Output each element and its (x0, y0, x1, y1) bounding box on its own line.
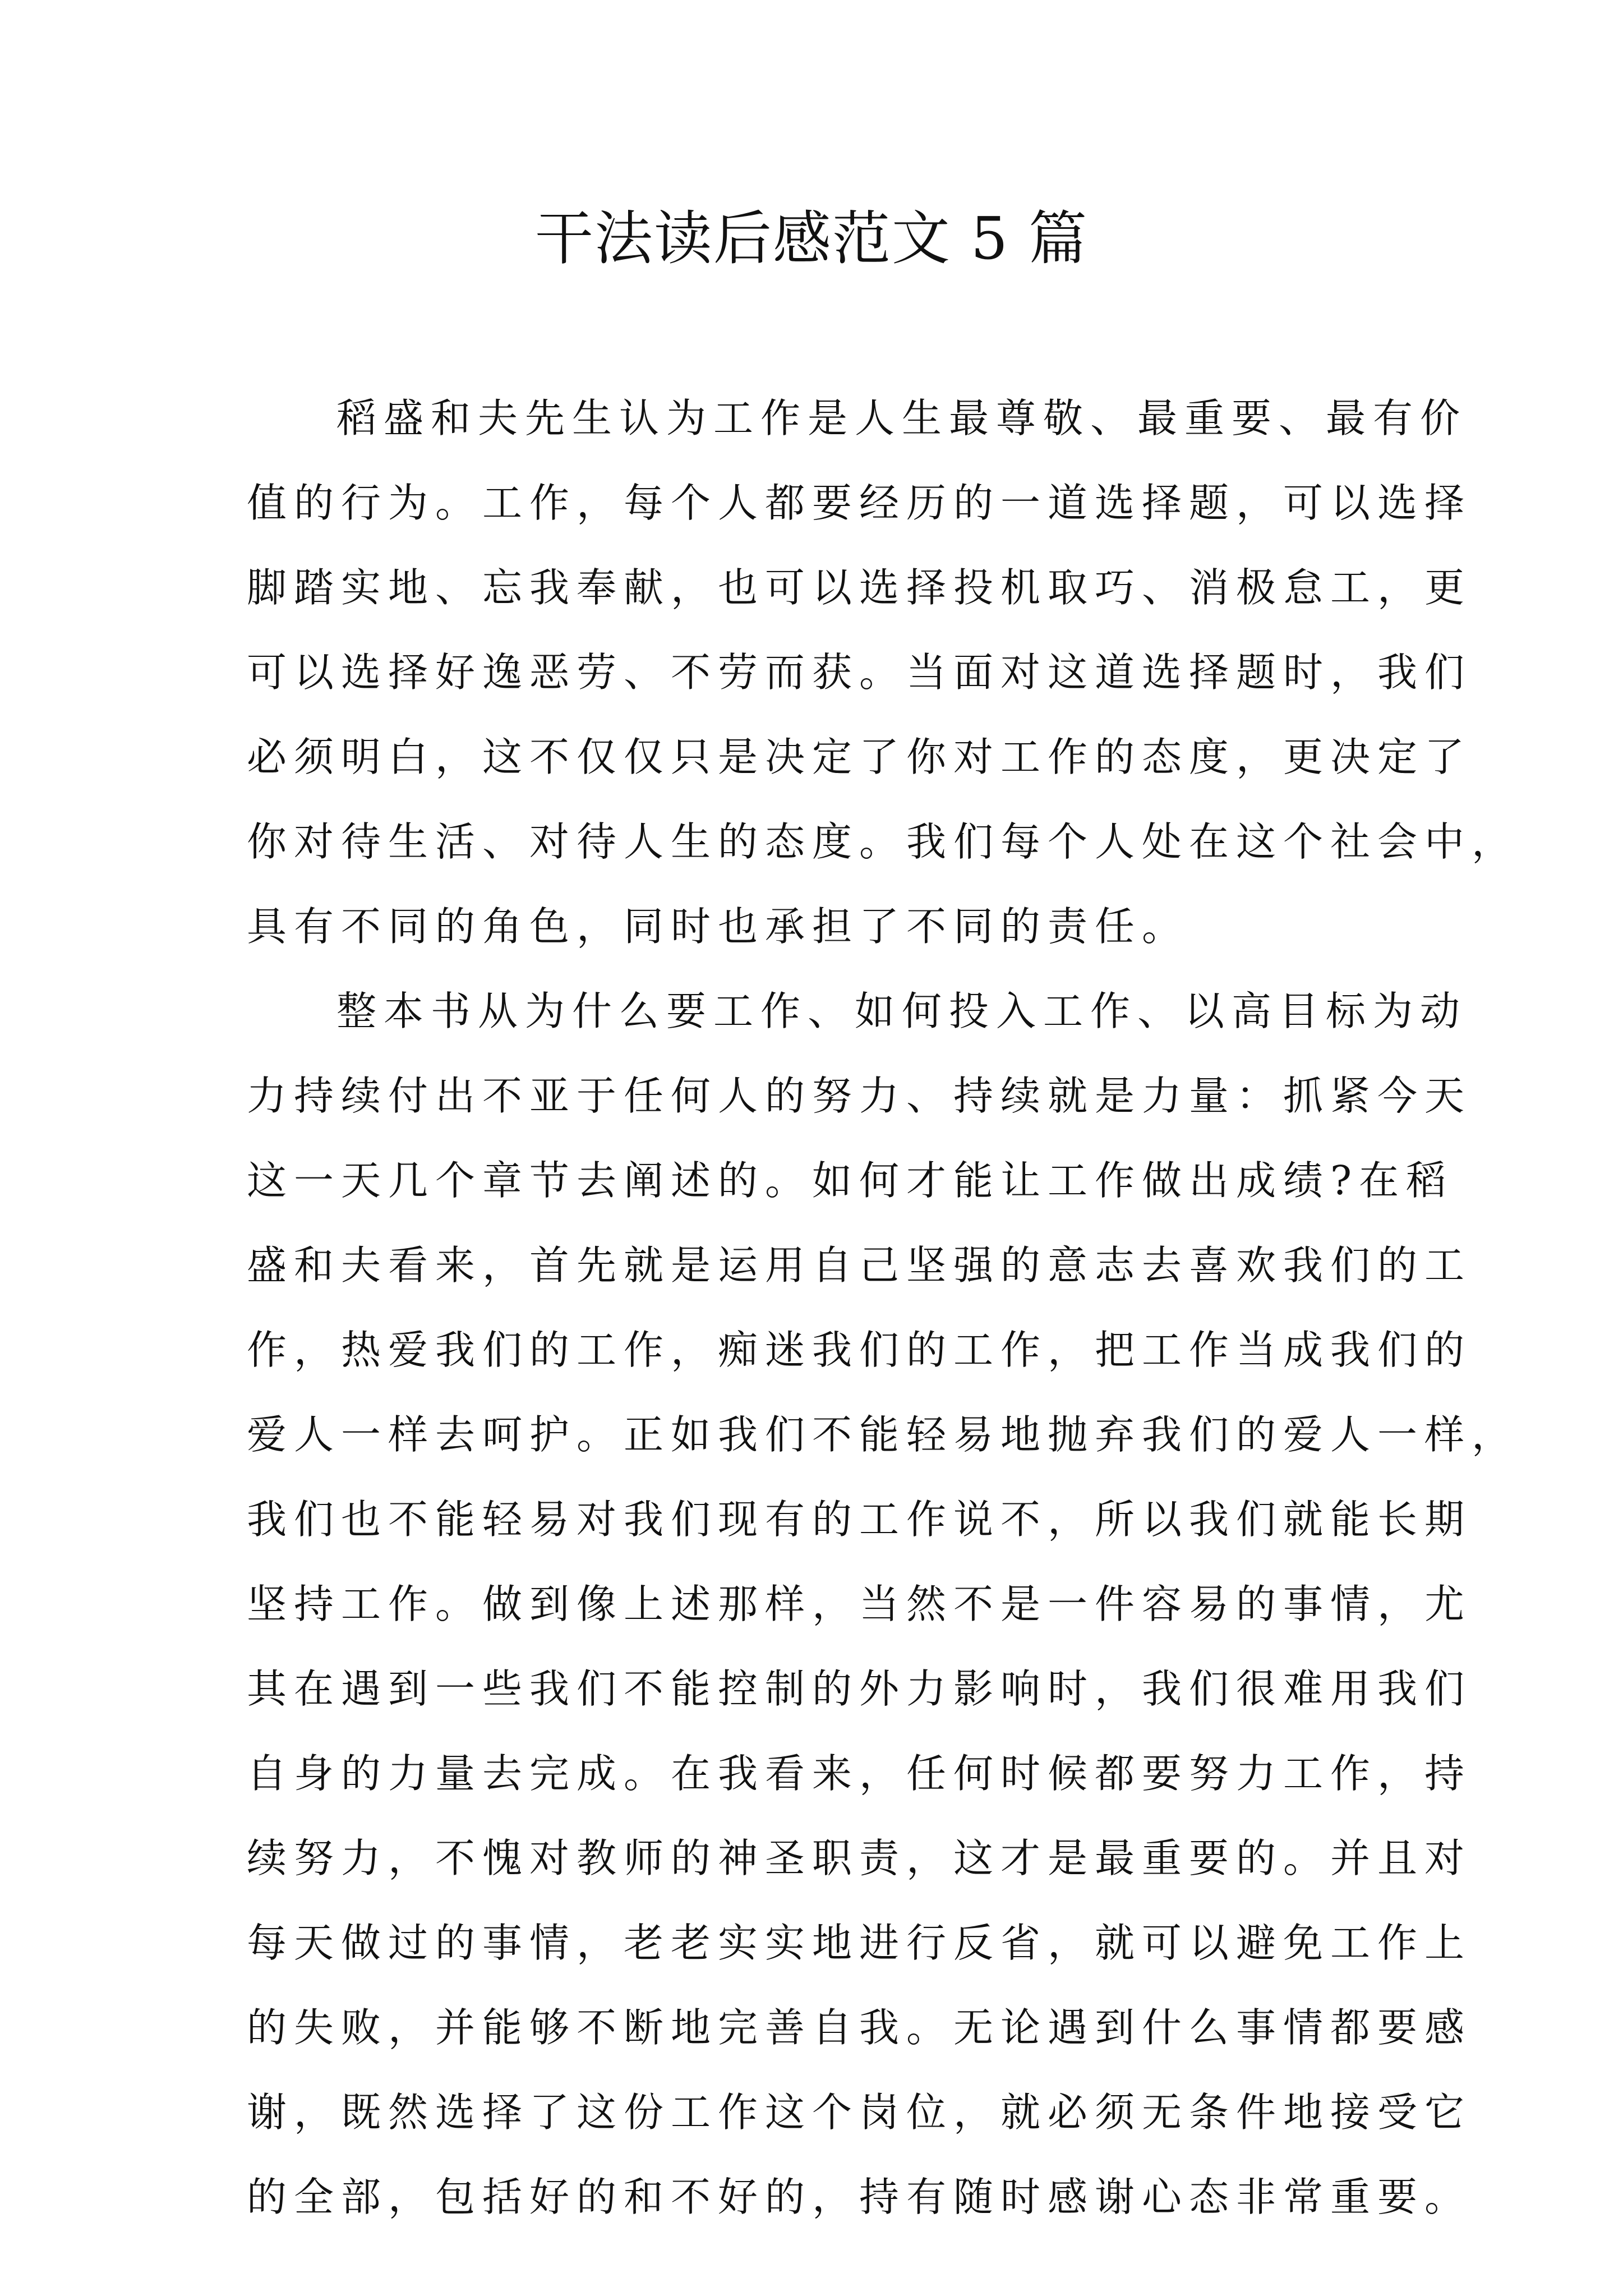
text-line: 具有不同的角色，同时也承担了不同的责任。 (247, 903, 1189, 950)
text-line: 可以选择好逸恶劳、不劳而获。当面对这道选择题时，我们 (247, 649, 1472, 696)
text-line: 自身的力量去完成。在我看来，任何时候都要努力工作，持 (247, 1750, 1472, 1797)
text-line: 作，热爱我们的工作，痴迷我们的工作，把工作当成我们的 (247, 1327, 1472, 1373)
text-line: 稻盛和夫先生认为工作是人生最尊敬、最重要、最有价 (336, 395, 1468, 441)
document-title: 干法读后感范文 5 篇 (534, 204, 1089, 273)
text-line: 值的行为。工作，每个人都要经历的一道选择题，可以选择 (247, 480, 1472, 526)
text-line: 盛和夫看来，首先就是运用自己坚强的意志去喜欢我们的工 (247, 1242, 1472, 1289)
text-line: 这一天几个章节去阐述的。如何才能让工作做出成绩?在稻 (247, 1157, 1454, 1204)
text-line: 其在遇到一些我们不能控制的外力影响时，我们很难用我们 (247, 1665, 1472, 1712)
paragraph-1 (247, 376, 1519, 969)
text-line: 爱人一样去呵护。正如我们不能轻易地抛弃我们的爱人一样， (247, 1411, 1519, 1458)
text-line: 的失败，并能够不断地完善自我。无论遇到什么事情都要感 (247, 2004, 1472, 2051)
text-line: 我们也不能轻易对我们现有的工作说不，所以我们就能长期 (247, 1496, 1472, 1543)
text-line: 脚踏实地、忘我奉献，也可以选择投机取巧、消极怠工，更 (247, 564, 1472, 611)
text-line: 坚持工作。做到像上述那样，当然不是一件容易的事情，尤 (247, 1581, 1472, 1627)
text-line: 谢，既然选择了这份工作这个岗位，就必须无条件地接受它 (247, 2089, 1472, 2136)
text-line: 你对待生活、对待人生的态度。我们每个人处在这个社会中， (247, 818, 1519, 865)
document-body (247, 376, 1519, 2239)
text-line: 每天做过的事情，老老实实地进行反省，就可以避免工作上 (247, 1920, 1472, 1966)
text-line: 续努力，不愧对教师的神圣职责，这才是最重要的。并且对 (247, 1835, 1472, 1881)
text-line: 整本书从为什么要工作、如何投入工作、以高目标为动 (336, 988, 1468, 1034)
paragraph-2 (247, 969, 1519, 2239)
text-line: 的全部，包括好的和不好的，持有随时感谢心态非常重要。 (247, 2174, 1472, 2220)
text-line: 力持续付出不亚于任何人的努力、持续就是力量：抓紧今天 (247, 1073, 1472, 1119)
text-line: 必须明白，这不仅仅只是决定了你对工作的态度，更决定了 (247, 734, 1472, 780)
